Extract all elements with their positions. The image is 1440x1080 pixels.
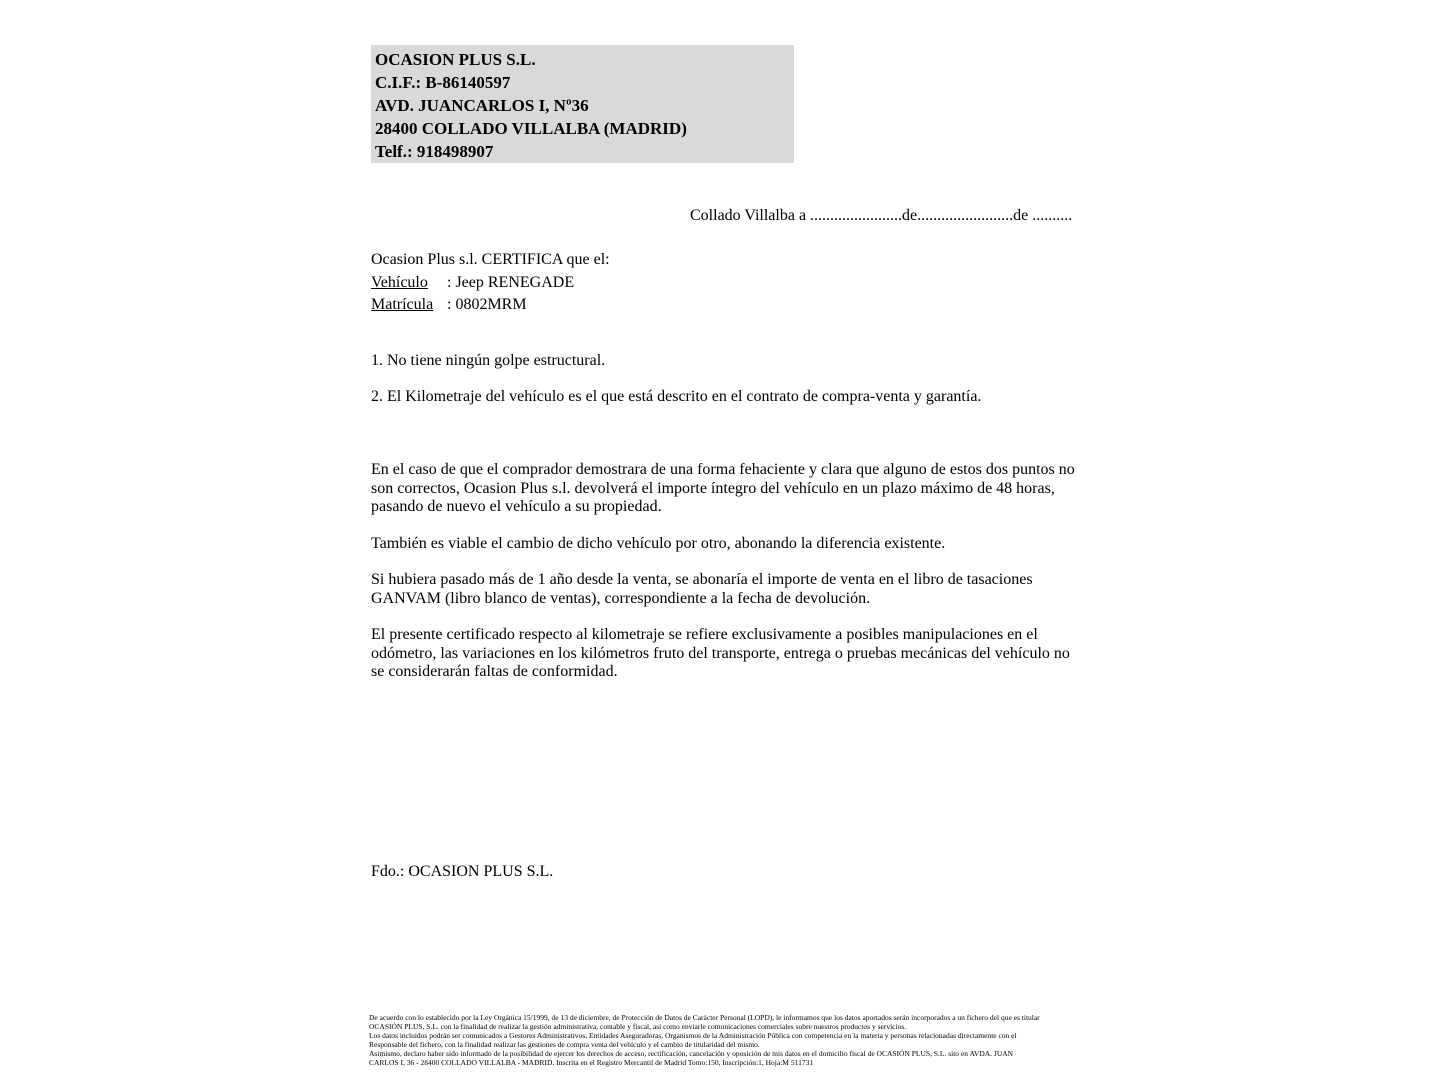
field-vehicle-value: : Jeep RENEGADE: [447, 273, 575, 291]
certification-block: [371, 249, 610, 317]
company-cif: C.I.F.: B-86140597: [375, 73, 511, 92]
signature-line: Fdo.: OCASION PLUS S.L.: [371, 863, 554, 880]
point-1: 1. No tiene ningún golpe estructural.: [371, 352, 606, 369]
paragraph-refund: En el caso de que el comprador demostrara de una forma fehaciente y clara que alguno de estos dos puntos no son correctos, Ocasion Plus s.l. devolverá el importe íntegro del vehículo en un plazo máximo de 48 horas, pasando de nuevo el vehículo a su propiedad.: [371, 461, 1075, 515]
paragraph-ganvam: Si hubiera pasado más de 1 año desde la venta, se abonaría el importe de venta en el libro de tasaciones GANVAM (libro blanco de ventas), correspondiente a la fecha de devolución.: [371, 571, 1033, 607]
company-header-block: [371, 45, 794, 163]
field-plate-label: Matrícula: [371, 296, 434, 313]
certified-points: [371, 352, 1091, 424]
paragraph-odometer: El presente certificado respecto al kilometraje se refiere exclusivamente a posibles manipulaciones en el odómetro, las variaciones en los kilómetros fruto del transporte, entrega o pruebas mecánicas del vehículo no se considerarán faltas de conformidad.: [371, 626, 1070, 680]
company-city: 28400 COLLADO VILLALBA (MADRID): [375, 119, 687, 138]
legal-line: OCASIÓN PLUS, S.L. con la finalidad de realizar la gestión administrativa, contable y fiscal, así como enviarle comunicaciones comerciales sobre nuestros productos y servicios.: [369, 1022, 907, 1031]
field-plate-value: : 0802MRM: [447, 296, 527, 313]
legal-line: De acuerdo con lo establecido por la Ley Orgánica 15/1999, de 13 de diciembre, de Protección de Datos de Carácter Personal (LOPD), le informamos que los datos aportados serán incorporados a un fichero del que es titular: [369, 1013, 1040, 1022]
company-phone: Telf.: 918498907: [375, 142, 494, 161]
company-name: OCASION PLUS S.L.: [375, 50, 536, 69]
legal-line: Responsable del fichero, con la finalidad realizar las gestiones de compra venta del vehículo y el cambio de titularidad del mismo.: [369, 1040, 760, 1049]
legal-line: Asimismo, declaro haber sido informado de la posibilidad de ejercer los derechos de acceso, rectificación, cancelación y oposición de mis datos en el domicilio fiscal de OCASIÓN PLUS, S.L. sito en AVDA. JUAN: [369, 1049, 1014, 1058]
certify-intro: Ocasion Plus s.l. CERTIFICA que el:: [371, 251, 610, 268]
field-plate: [371, 294, 610, 317]
legal-line: CARLOS I, 36 - 28400 COLLADO VILLALBA - MADRID. Inscrita en el Registro Mercantil de Madrid Tomo:150, Inscripción:1, Hoja:M 511731: [369, 1058, 814, 1067]
date-line: Collado Villalba a .......................de........................de ..........: [690, 207, 1073, 224]
point-2: 2. El Kilometraje del vehículo es el que está descrito en el contrato de compra-venta y garantía.: [371, 388, 982, 405]
body-paragraphs: [371, 461, 1077, 700]
paragraph-exchange: También es viable el cambio de dicho vehículo por otro, abonando la diferencia existente.: [371, 534, 946, 552]
company-address: AVD. JUANCARLOS I, Nº36: [375, 96, 589, 115]
field-vehicle: [371, 272, 610, 295]
field-vehicle-label: Vehículo: [371, 273, 428, 291]
legal-fine-print: [369, 1013, 1085, 1067]
legal-line: Los datos incluidos podrán ser comunicados a Gestores Administrativos, Entidades Aseguradoras, Organismos de la Administración Pública con competencia en la materia y personas relacionadas directamente con el: [369, 1031, 1017, 1040]
